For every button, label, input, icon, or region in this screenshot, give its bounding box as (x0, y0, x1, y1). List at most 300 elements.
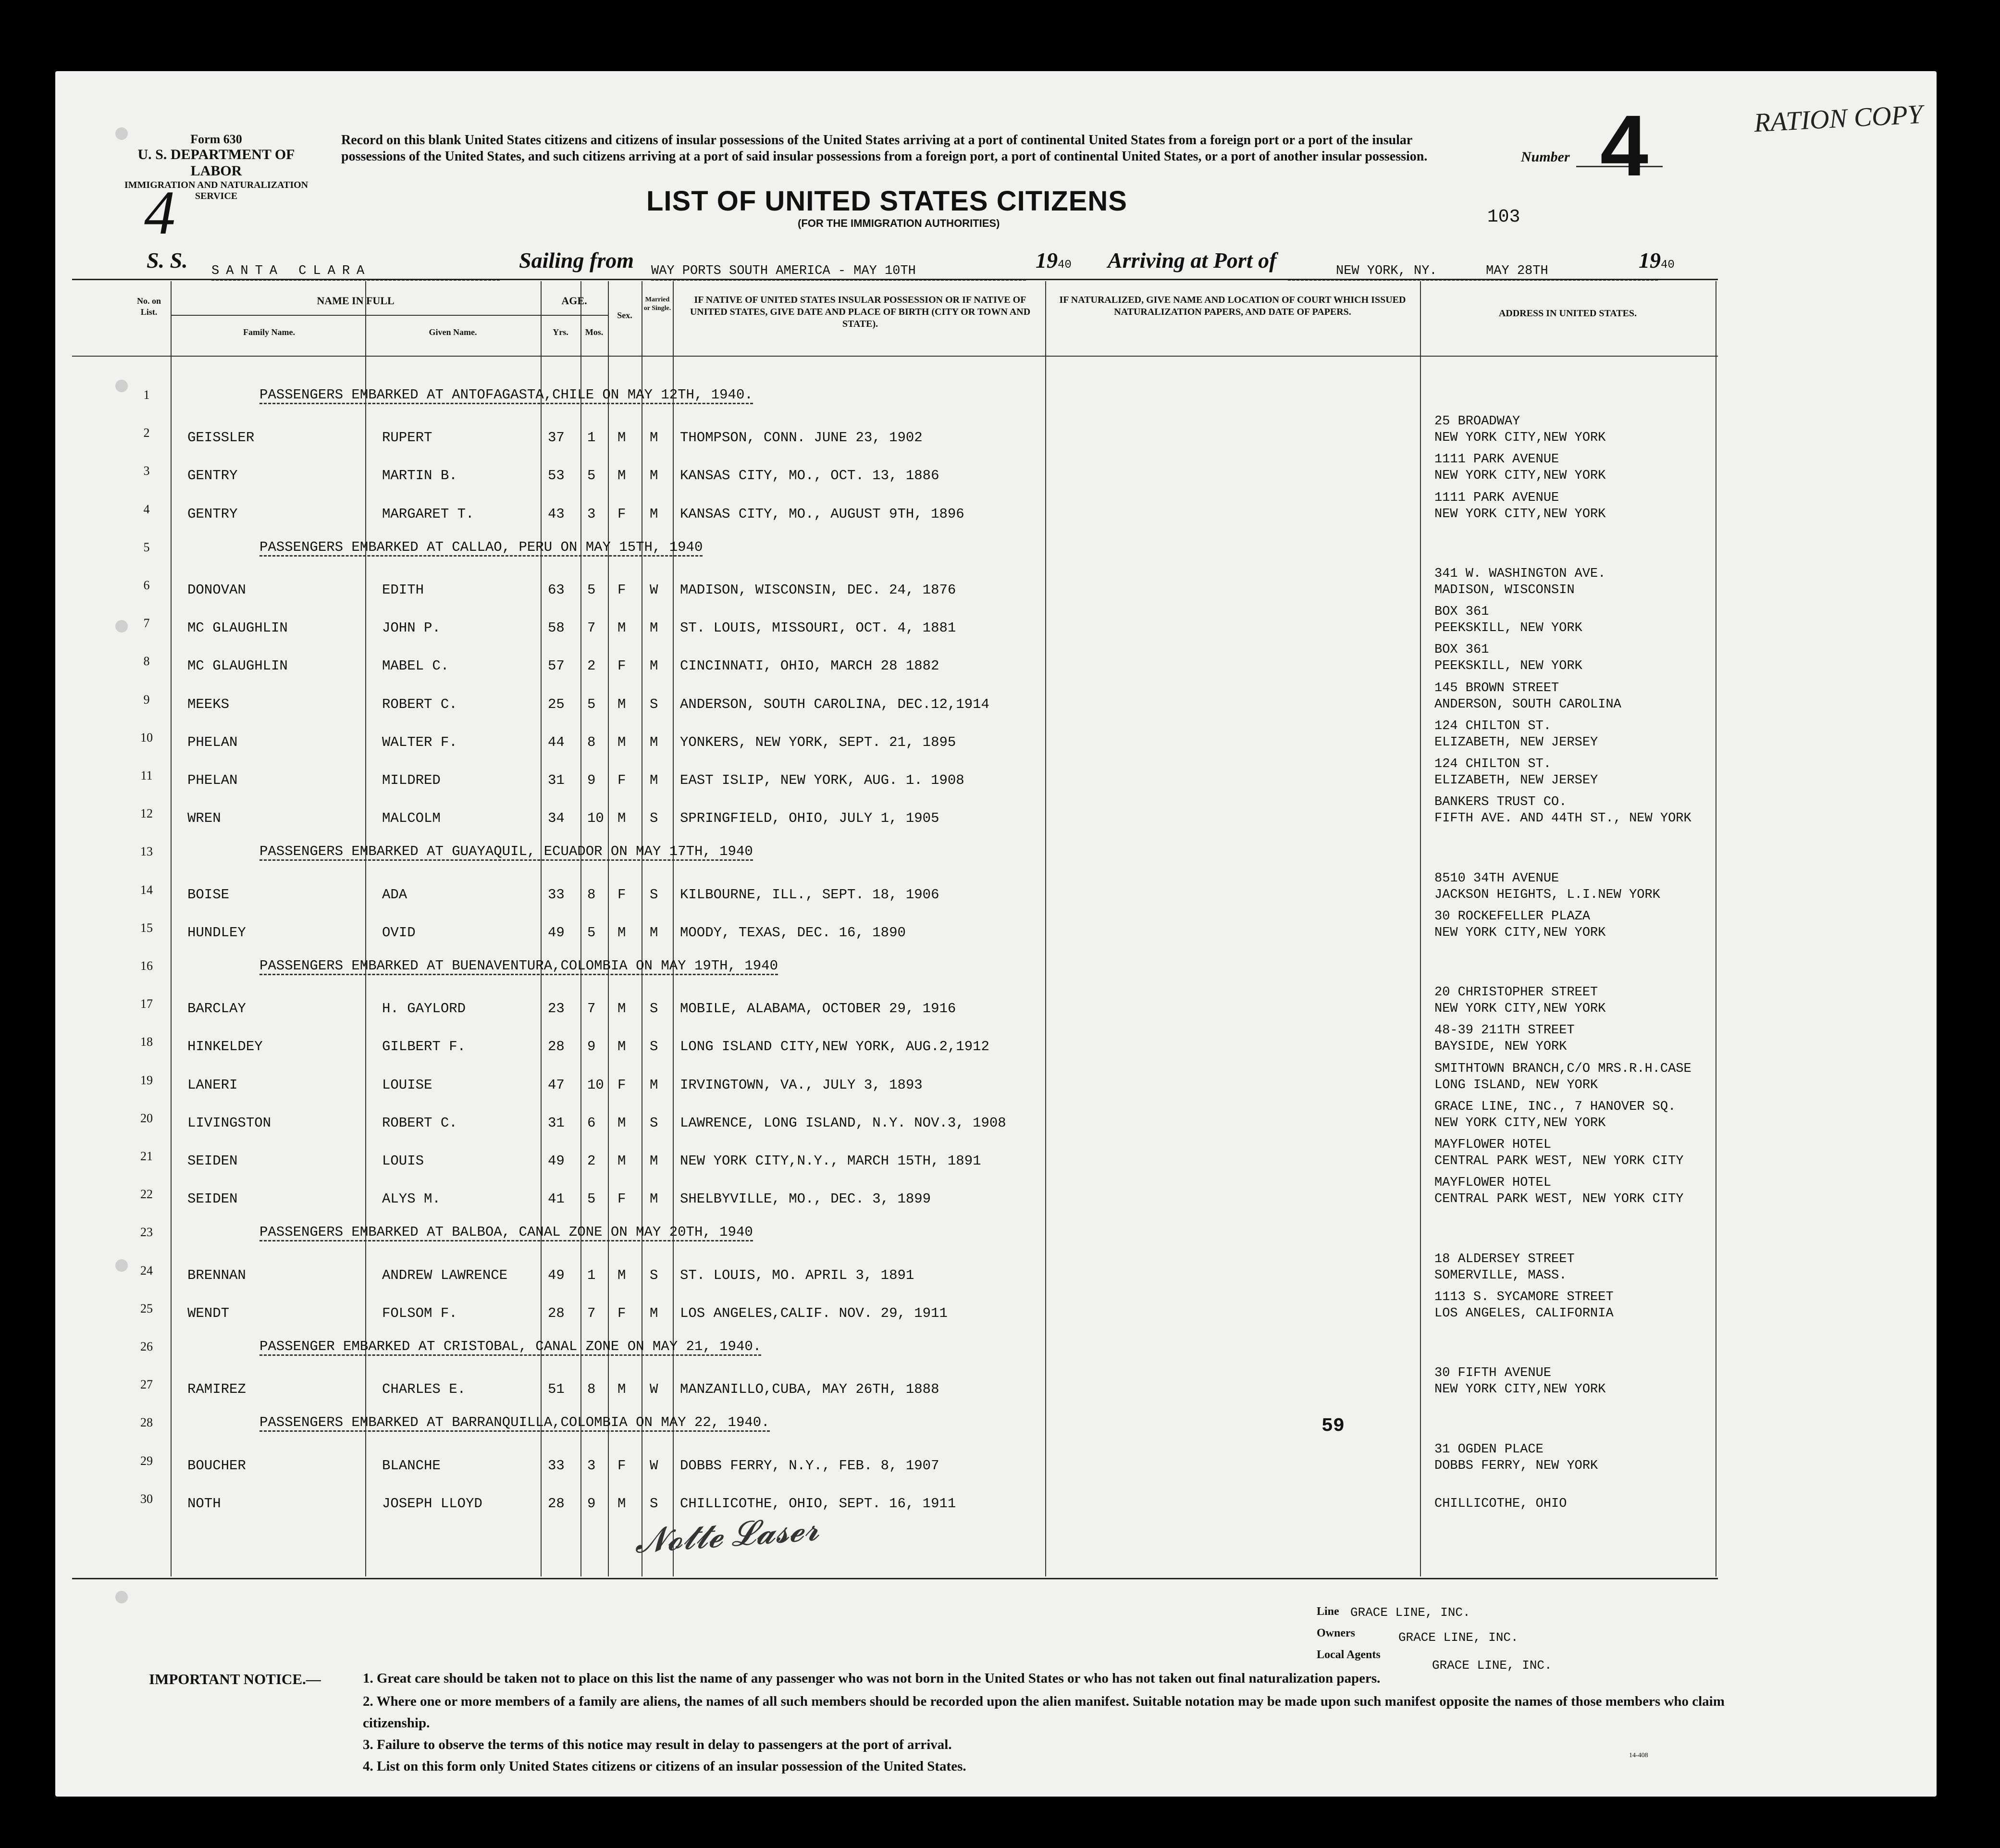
birth-place-date: LONG ISLAND CITY,NEW YORK, AUG.2,1912 (680, 1039, 989, 1055)
address-line-1: BANKERS TRUST CO. (1434, 795, 1567, 810)
sex: M (617, 1267, 626, 1283)
given-name: MARTIN B. (382, 468, 457, 484)
age-months: 8 (587, 1381, 596, 1398)
family-name: WENDT (187, 1305, 230, 1321)
line-value: GRACE LINE, INC. (1350, 1605, 1470, 1620)
age-months: 1 (587, 430, 596, 446)
family-name: MEEKS (187, 696, 230, 712)
given-name: CHARLES E. (382, 1381, 466, 1398)
row-number: 21 (140, 1149, 153, 1163)
row-number: 8 (143, 654, 150, 669)
address-line-2: BAYSIDE, NEW YORK (1434, 1040, 1567, 1054)
row-number: 9 (143, 692, 150, 707)
address-line-2: LONG ISLAND, NEW YORK (1434, 1078, 1598, 1092)
age-years: 49 (548, 1153, 565, 1169)
notice-item-4: 4. List on this form only United States citizens or citizens of an insular possession of the United States. (363, 1758, 966, 1774)
given-name: ANDREW LAWRENCE (382, 1267, 508, 1283)
marital-status: M (650, 506, 658, 522)
arriving-port-field (1288, 254, 1658, 281)
age-years: 47 (548, 1077, 565, 1093)
address-line-2: PEEKSKILL, NEW YORK (1434, 659, 1582, 674)
row-number: 12 (140, 806, 153, 821)
age-years: 53 (548, 468, 565, 484)
address-line-2: CENTRAL PARK WEST, NEW YORK CITY (1434, 1192, 1684, 1207)
sex: M (617, 1039, 626, 1055)
given-name: WALTER F. (382, 734, 457, 750)
section-heading: PASSENGERS EMBARKED AT GUAYAQUIL, ECUADOR ON MAY 17TH, 1940 (259, 843, 753, 861)
col-divider (673, 281, 674, 1576)
row-number: 1 (143, 388, 150, 402)
punch-hole (115, 1591, 128, 1603)
given-name: ROBERT C. (382, 696, 457, 712)
col-yrs: Yrs. (553, 327, 568, 337)
address-line-2: DOBBS FERRY, NEW YORK (1434, 1458, 1598, 1473)
family-name: BARCLAY (187, 1001, 246, 1017)
birth-place-date: MADISON, WISCONSIN, DEC. 24, 1876 (680, 582, 956, 598)
row-number: 4 (143, 502, 150, 516)
owners-value: GRACE LINE, INC. (1398, 1630, 1519, 1645)
birth-place-date: KANSAS CITY, MO., OCT. 13, 1886 (680, 468, 939, 484)
birth-place-date: CINCINNATI, OHIO, MARCH 28 1882 (680, 658, 939, 674)
row-number: 27 (140, 1377, 153, 1392)
age-months: 2 (587, 658, 596, 674)
birth-place-date: ANDERSON, SOUTH CAROLINA, DEC.12,1914 (680, 696, 989, 712)
birth-place-date: SHELBYVILLE, MO., DEC. 3, 1899 (680, 1191, 931, 1207)
given-name: MABEL C. (382, 658, 449, 674)
marital-status: M (650, 658, 658, 674)
address-line-2: NEW YORK CITY,NEW YORK (1434, 469, 1606, 484)
row-number: 10 (140, 730, 153, 744)
notice-item-1: 1. Great care should be taken not to place on this list the name of any passenger who was not born in the United States or who has not taken out final naturalization papers. (363, 1671, 1381, 1686)
sex: M (617, 1495, 626, 1512)
col-married: Married or Single. (643, 296, 671, 312)
age-months: 5 (587, 696, 596, 712)
address-line-2: JACKSON HEIGHTS, L.I.NEW YORK (1434, 887, 1660, 902)
age-years: 28 (548, 1495, 565, 1512)
age-years: 28 (548, 1305, 565, 1321)
col-divider (365, 281, 366, 1576)
family-name: SEIDEN (187, 1191, 238, 1207)
given-name: JOHN P. (382, 620, 441, 636)
ship-name: SANTA CLARA (211, 264, 371, 278)
row-number: 29 (140, 1453, 153, 1468)
family-name: NOTH (187, 1495, 221, 1512)
row-number: 28 (140, 1415, 153, 1430)
age-years: 25 (548, 696, 565, 712)
section-heading: PASSENGER EMBARKED AT CRISTOBAL, CANAL ZONE ON MAY 21, 1940. (259, 1339, 761, 1356)
age-months: 8 (587, 734, 596, 750)
given-name: H. GAYLORD (382, 1001, 466, 1017)
important-notice (149, 1668, 1735, 1777)
sex: F (617, 886, 626, 903)
address-line-1: 31 OGDEN PLACE (1434, 1442, 1543, 1457)
agents-value: GRACE LINE, INC. (1432, 1658, 1552, 1673)
address-line-2: NEW YORK CITY,NEW YORK (1434, 1116, 1606, 1130)
sailing-from-field (651, 254, 1026, 281)
address-line-2: MADISON, WISCONSIN (1434, 583, 1575, 597)
ship-name-field (211, 254, 500, 281)
age-months: 9 (587, 1039, 596, 1055)
age-months: 2 (587, 1153, 596, 1169)
age-years: 44 (548, 734, 565, 750)
sex: F (617, 582, 626, 598)
given-name: FOLSOM F. (382, 1305, 457, 1321)
marital-status: M (650, 734, 658, 750)
family-name: PHELAN (187, 734, 238, 750)
marital-status: M (650, 430, 658, 446)
col-address: ADDRESS IN UNITED STATES. (1498, 308, 1637, 319)
age-months: 7 (587, 1001, 596, 1017)
address-line-2: ANDERSON, SOUTH CAROLINA (1434, 697, 1621, 712)
age-months: 6 (587, 1115, 596, 1131)
birth-place-date: MOBILE, ALABAMA, OCTOBER 29, 1916 (680, 1001, 956, 1017)
col-divider (171, 281, 172, 1576)
age-years: 49 (548, 1267, 565, 1283)
sex: F (617, 658, 626, 674)
marital-status: M (650, 1191, 658, 1207)
age-years: 23 (548, 1001, 565, 1017)
age-years: 43 (548, 506, 565, 522)
age-months: 3 (587, 1457, 596, 1474)
marital-status: S (650, 1115, 658, 1131)
birth-place-date: CHILLICOTHE, OHIO, SEPT. 16, 1911 (680, 1495, 956, 1512)
age-years: 51 (548, 1381, 565, 1398)
given-name: LOUISE (382, 1077, 432, 1093)
family-name: LANERI (187, 1077, 238, 1093)
birth-place-date: YONKERS, NEW YORK, SEPT. 21, 1895 (680, 734, 956, 750)
family-name: LIVINGSTON (187, 1115, 272, 1131)
sex: F (617, 1191, 626, 1207)
col-divider (1420, 281, 1421, 1576)
col-divider (580, 281, 581, 1576)
notice-item-3: 3. Failure to observe the terms of this notice may result in delay to passengers at the port of arrival. (363, 1736, 952, 1752)
age-years: 34 (548, 810, 565, 827)
row-number: 24 (140, 1263, 153, 1277)
address-line-1: BOX 361 (1434, 605, 1489, 620)
birth-place-date: THOMPSON, CONN. JUNE 23, 1902 (680, 430, 923, 446)
age-years: 63 (548, 582, 565, 598)
address-line-1: 341 W. WASHINGTON AVE. (1434, 567, 1606, 581)
header-divider (171, 315, 608, 316)
sailing-label: Sailing from (519, 248, 634, 273)
marital-status: S (650, 1267, 658, 1283)
address-line-1: MAYFLOWER HOTEL (1434, 1176, 1552, 1191)
age-months: 5 (587, 924, 596, 941)
given-name: LOUIS (382, 1153, 424, 1169)
section-heading: PASSENGERS EMBARKED AT BUENAVENTURA,COLOMBIA ON MAY 19TH, 1940 (259, 958, 778, 975)
department: U. S. DEPARTMENT OF LABOR (137, 146, 295, 179)
col-naturalized: IF NATURALIZED, GIVE NAME AND LOCATION OF COURT WHICH ISSUED NATURALIZATION PAPERS, AND DATE OF PAPERS. (1059, 295, 1406, 317)
family-name: HINKELDEY (187, 1039, 263, 1055)
family-name: SEIDEN (187, 1153, 238, 1169)
row-number: 11 (140, 769, 153, 782)
row-number: 23 (140, 1225, 153, 1240)
age-years: 49 (548, 924, 565, 941)
address-line-2: NEW YORK CITY,NEW YORK (1434, 1382, 1606, 1397)
row-number: 26 (140, 1339, 153, 1353)
address-line-1: SMITHTOWN BRANCH,C/O MRS.R.H.CASE (1434, 1061, 1691, 1076)
section-heading: PASSENGERS EMBARKED AT BARRANQUILLA,COLOMBIA ON MAY 22, 1940. (259, 1414, 770, 1432)
address-line-2: NEW YORK CITY,NEW YORK (1434, 1002, 1606, 1017)
age-months: 9 (587, 772, 596, 788)
age-months: 10 (587, 1077, 604, 1093)
section-heading: PASSENGERS EMBARKED AT CALLAO, PERU ON MAY 15TH, 1940 (259, 539, 703, 557)
birth-place-date: DOBBS FERRY, N.Y., FEB. 8, 1907 (680, 1457, 939, 1474)
row-number: 17 (140, 997, 153, 1011)
address-line-2: CENTRAL PARK WEST, NEW YORK CITY (1434, 1154, 1684, 1168)
row-number: 22 (140, 1187, 153, 1202)
small-code: 14-408 (1629, 1752, 1648, 1759)
birth-place-date: IRVINGTOWN, VA., JULY 3, 1893 (680, 1077, 923, 1093)
row-number: 18 (140, 1035, 153, 1049)
line-label: Line (1317, 1605, 1339, 1618)
marital-status: W (650, 1457, 658, 1474)
given-name: MALCOLM (382, 810, 441, 827)
given-name: ADA (382, 886, 407, 903)
marital-status: M (650, 620, 658, 636)
col-divider (541, 281, 542, 1576)
family-name: WREN (187, 810, 221, 827)
page-number: 59 (1321, 1415, 1345, 1437)
age-months: 7 (587, 620, 596, 636)
address-line-2: NEW YORK CITY,NEW YORK (1434, 431, 1606, 446)
address-line-1: 1111 PARK AVENUE (1434, 490, 1559, 505)
page-subtitle: (FOR THE IMMIGRATION AUTHORITIES) (798, 217, 1000, 229)
address-line-1: 20 CHRISTOPHER STREET (1434, 985, 1598, 1000)
arriving-label: Arriving at Port of (1108, 248, 1277, 273)
sex: M (617, 1381, 626, 1398)
age-months: 7 (587, 1305, 596, 1321)
section-heading: PASSENGERS EMBARKED AT ANTOFAGASTA,CHILE ON MAY 12TH, 1940. (259, 387, 753, 404)
birth-place-date: LOS ANGELES,CALIF. NOV. 29, 1911 (680, 1305, 948, 1321)
given-name: ALYS M. (382, 1191, 441, 1207)
sex: M (617, 430, 626, 446)
address-line-1: 30 ROCKEFELLER PLAZA (1434, 909, 1591, 924)
record-instructions: Record on this blank United States citizens and citizens of insular possessions of the United States arriving at a port of continental United States from a foreign port or a port of the insular possessions of the United States, and such citizens arriving at a port of said insular possessions from a foreign port, a port of continental United States, or a port of another insular possession. (341, 133, 1428, 164)
birth-place-date: SPRINGFIELD, OHIO, JULY 1, 1905 (680, 810, 939, 827)
sex: F (617, 1077, 626, 1093)
owners-label: Owners (1317, 1627, 1355, 1639)
birth-place-date: KILBOURNE, ILL., SEPT. 18, 1906 (680, 886, 939, 903)
col-divider (608, 281, 609, 1576)
form-number: Form 630 (190, 132, 242, 146)
section-heading: PASSENGERS EMBARKED AT BALBOA, CANAL ZONE ON MAY 20TH, 1940 (259, 1224, 753, 1241)
marital-status: M (650, 468, 658, 484)
agents-label: Local Agents (1317, 1649, 1381, 1661)
row-number: 15 (140, 920, 153, 935)
address-line-1: 25 BROADWAY (1434, 414, 1520, 429)
page-title: LIST OF UNITED STATES CITIZENS (646, 186, 1127, 217)
family-name: RAMIREZ (187, 1381, 246, 1398)
marital-status: M (650, 772, 658, 788)
age-years: 41 (548, 1191, 565, 1207)
age-months: 5 (587, 582, 596, 598)
given-name: ROBERT C. (382, 1115, 457, 1131)
sex: M (617, 468, 626, 484)
row-number: 6 (143, 578, 150, 592)
ship-label: S. S. (147, 248, 188, 273)
col-given-name: Given Name. (429, 327, 477, 337)
family-name: BOUCHER (187, 1457, 246, 1474)
row-number: 30 (140, 1491, 153, 1506)
sailing-from: WAY PORTS SOUTH AMERICA - MAY 10TH (651, 264, 916, 278)
age-months: 8 (587, 886, 596, 903)
age-years: 33 (548, 886, 565, 903)
row-number: 19 (140, 1073, 153, 1087)
year-field-2: 1940 (1639, 248, 1675, 273)
marital-status: M (650, 1153, 658, 1169)
age-months: 5 (587, 468, 596, 484)
given-name: OVID (382, 924, 416, 941)
family-name: PHELAN (187, 772, 238, 788)
sex: M (617, 620, 626, 636)
header-bottom-line (72, 356, 1718, 357)
row-number: 25 (140, 1301, 153, 1315)
birth-place-date: LAWRENCE, LONG ISLAND, N.Y. NOV.3, 1908 (680, 1115, 1006, 1131)
address-line-2: ELIZABETH, NEW JERSEY (1434, 735, 1598, 750)
birth-place-date: MANZANILLO,CUBA, MAY 26TH, 1888 (680, 1381, 939, 1398)
address-line-2: FIFTH AVE. AND 44TH ST., NEW YORK (1434, 811, 1691, 826)
notice-heading: IMPORTANT NOTICE.— (149, 1671, 321, 1687)
sex: M (617, 1001, 626, 1017)
age-years: 31 (548, 1115, 565, 1131)
address-line-1: 1113 S. SYCAMORE STREET (1434, 1290, 1614, 1304)
age-months: 1 (587, 1267, 596, 1283)
family-name: DONOVAN (187, 582, 246, 598)
sex: M (617, 696, 626, 712)
row-number: 7 (143, 616, 150, 631)
marital-status: S (650, 1039, 658, 1055)
family-name: HUNDLEY (187, 924, 246, 941)
arriving-date: MAY 28TH (1486, 264, 1548, 278)
col-name-in-full: NAME IN FULL (317, 295, 395, 307)
address-line-2: NEW YORK CITY,NEW YORK (1434, 925, 1606, 940)
address-line-1: 48-39 211TH STREET (1434, 1023, 1575, 1038)
age-months: 10 (587, 810, 604, 827)
sex: F (617, 506, 626, 522)
row-number: 5 (143, 540, 150, 554)
marital-status: W (650, 582, 658, 598)
given-name: RUPERT (382, 430, 432, 446)
address-line-2: ELIZABETH, NEW JERSEY (1434, 773, 1598, 788)
given-name: GILBERT F. (382, 1039, 466, 1055)
arriving-port: NEW YORK, NY. (1336, 264, 1437, 278)
given-name: MILDRED (382, 772, 441, 788)
address-line-2: LOS ANGELES, CALIFORNIA (1434, 1306, 1614, 1321)
family-name: GENTRY (187, 506, 238, 522)
address-line-1: 145 BROWN STREET (1434, 681, 1559, 695)
row-number: 14 (140, 882, 153, 897)
marital-status: W (650, 1381, 658, 1398)
family-name: GEISSLER (187, 430, 255, 446)
birth-place-date: EAST ISLIP, NEW YORK, AUG. 1. 1908 (680, 772, 964, 788)
address-line-2: CHILLICOTHE, OHIO (1434, 1496, 1567, 1511)
marital-status: M (650, 1077, 658, 1093)
marital-status: S (650, 1495, 658, 1512)
address-line-2: PEEKSKILL, NEW YORK (1434, 621, 1582, 636)
age-years: 28 (548, 1039, 565, 1055)
year-field-1: 1940 (1036, 248, 1072, 273)
col-birth: IF NATIVE OF UNITED STATES INSULAR POSSESSION OR IF NATIVE OF UNITED STATES, GIVE DATE AND PLACE OF BIRTH (CITY OR TOWN AND STATE). (690, 295, 1031, 329)
number-label: Number (1521, 149, 1570, 165)
age-months: 3 (587, 506, 596, 522)
age-years: 57 (548, 658, 565, 674)
sex: M (617, 810, 626, 827)
address-line-1: 124 CHILTON ST. (1434, 719, 1552, 733)
sex: F (617, 1457, 626, 1474)
marital-status: M (650, 1305, 658, 1321)
age-years: 31 (548, 772, 565, 788)
sex: M (617, 1115, 626, 1131)
birth-place-date: NEW YORK CITY,N.Y., MARCH 15TH, 1891 (680, 1153, 981, 1169)
row-number: 3 (143, 464, 150, 478)
address-line-2: NEW YORK CITY,NEW YORK (1434, 507, 1606, 521)
sex: F (617, 772, 626, 788)
given-name: EDITH (382, 582, 424, 598)
given-name: JOSEPH LLOYD (382, 1495, 482, 1512)
birth-place-date: KANSAS CITY, MO., AUGUST 9TH, 1896 (680, 506, 964, 522)
family-name: MC GLAUGHLIN (187, 658, 288, 674)
birth-place-date: ST. LOUIS, MO. APRIL 3, 1891 (680, 1267, 914, 1283)
col-family-name: Family Name. (243, 327, 295, 337)
sex: M (617, 734, 626, 750)
marital-status: S (650, 886, 658, 903)
given-name: BLANCHE (382, 1457, 441, 1474)
stamp-number: 103 (1487, 207, 1520, 227)
col-no: No. on List. (136, 296, 161, 317)
age-years: 58 (548, 620, 565, 636)
row-number: 2 (143, 426, 150, 440)
col-sex: Sex. (617, 310, 632, 320)
birth-place-date: MOODY, TEXAS, DEC. 16, 1890 (680, 924, 906, 941)
notice-item-2: 2. Where one or more members of a family are aliens, the names of all such members should be recorded upon the alien manifest. Suitable notation may be made upon such manifest opposite the names of those members who claim citizenship. (363, 1694, 1725, 1731)
family-name: BOISE (187, 886, 230, 903)
age-years: 37 (548, 430, 565, 446)
marital-status: S (650, 810, 658, 827)
marital-status: S (650, 1001, 658, 1017)
address-line-1: 30 FIFTH AVENUE (1434, 1366, 1552, 1381)
age-months: 9 (587, 1495, 596, 1512)
address-line-1: 18 ALDERSEY STREET (1434, 1252, 1575, 1266)
marital-status: M (650, 924, 658, 941)
family-name: BRENNAN (187, 1267, 246, 1283)
birth-place-date: ST. LOUIS, MISSOURI, OCT. 4, 1881 (680, 620, 956, 636)
address-line-1: 1111 PARK AVENUE (1434, 452, 1559, 467)
address-line-1: BOX 361 (1434, 643, 1489, 657)
service: IMMIGRATION AND NATURALIZATION SERVICE (124, 179, 309, 201)
age-years: 33 (548, 1457, 565, 1474)
row-number: 16 (140, 959, 153, 973)
sex: F (617, 1305, 626, 1321)
marital-status: S (650, 696, 658, 712)
address-line-1: 8510 34TH AVENUE (1434, 871, 1559, 886)
col-age: AGE. (561, 295, 587, 307)
col-mos: Mos. (585, 327, 604, 337)
given-name: MARGARET T. (382, 506, 474, 522)
row-number: 13 (140, 844, 153, 859)
family-name: GENTRY (187, 468, 238, 484)
handwritten-number: 4 (144, 178, 175, 248)
address-line-2: SOMERVILLE, MASS. (1434, 1268, 1567, 1283)
address-line-1: MAYFLOWER HOTEL (1434, 1138, 1552, 1152)
sex: M (617, 1153, 626, 1169)
sex: M (617, 924, 626, 941)
row-number: 20 (140, 1111, 153, 1125)
address-line-1: GRACE LINE, INC., 7 HANOVER SQ. (1434, 1099, 1676, 1114)
family-name: MC GLAUGHLIN (187, 620, 288, 636)
address-line-1: 124 CHILTON ST. (1434, 757, 1552, 771)
col-divider (1045, 281, 1046, 1576)
